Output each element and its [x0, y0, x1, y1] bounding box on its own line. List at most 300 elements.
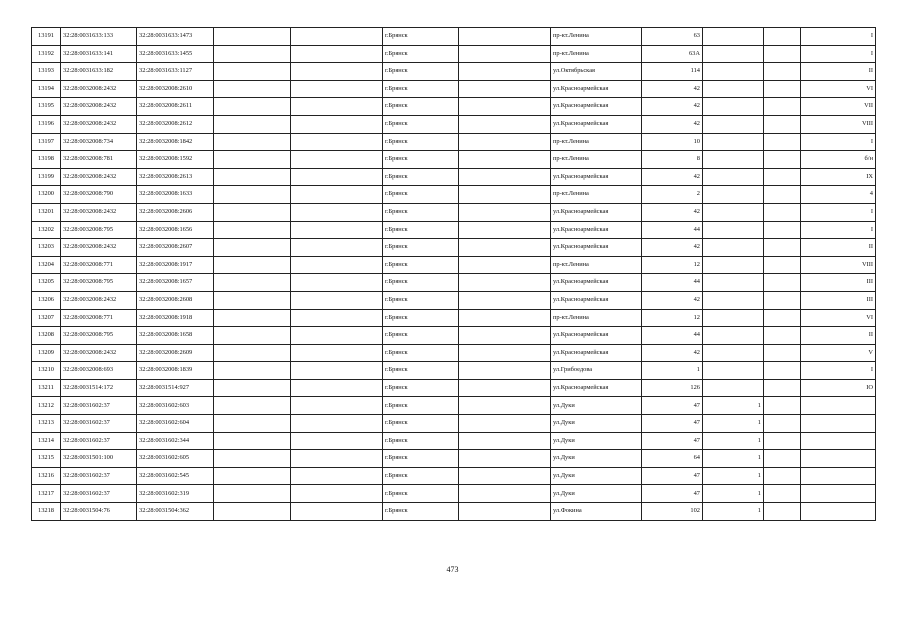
- street-cell: ул.Дуки: [551, 450, 642, 468]
- table-row: [32, 362, 876, 380]
- row-number: 13198: [32, 151, 61, 169]
- house-number-cell: 47: [642, 415, 703, 433]
- object-cadastral-number: 32:28:0031602:319: [137, 485, 214, 503]
- house-number-cell: 12: [642, 256, 703, 274]
- house-number-cell: 126: [642, 379, 703, 397]
- city-cell: г.Брянск: [383, 327, 459, 345]
- street-cell: ул.Дуки: [551, 415, 642, 433]
- empty-cell: [214, 98, 291, 116]
- flag-cell: [703, 186, 764, 204]
- object-cadastral-number: 32:28:0031633:1127: [137, 63, 214, 81]
- table-row: [32, 239, 876, 257]
- empty-cell: [291, 80, 383, 98]
- premises-number-cell: [801, 485, 876, 503]
- empty-cell: [214, 256, 291, 274]
- object-cadastral-number: 32:28:0032008:1633: [137, 186, 214, 204]
- flag-cell: [703, 221, 764, 239]
- city-cell: г.Брянск: [383, 397, 459, 415]
- table-row: [32, 291, 876, 309]
- table-row: [32, 503, 876, 521]
- flag-cell: [703, 168, 764, 186]
- row-number: 13211: [32, 379, 61, 397]
- empty-cell: [459, 203, 551, 221]
- empty-cell: [764, 186, 801, 204]
- house-number-cell: 42: [642, 344, 703, 362]
- empty-cell: [764, 450, 801, 468]
- empty-cell: [214, 203, 291, 221]
- street-cell: ул.Красноармейская: [551, 98, 642, 116]
- empty-cell: [764, 432, 801, 450]
- table-row: [32, 397, 876, 415]
- table-row: [32, 344, 876, 362]
- empty-cell: [291, 28, 383, 46]
- street-cell: ул.Фокина: [551, 503, 642, 521]
- premises-number-cell: [801, 450, 876, 468]
- empty-cell: [459, 151, 551, 169]
- empty-cell: [214, 344, 291, 362]
- empty-cell: [291, 221, 383, 239]
- table-row: [32, 274, 876, 292]
- empty-cell: [214, 63, 291, 81]
- empty-cell: [291, 274, 383, 292]
- house-number-cell: 63: [642, 28, 703, 46]
- street-cell: ул.Дуки: [551, 432, 642, 450]
- table-row: [32, 133, 876, 151]
- row-number: 13217: [32, 485, 61, 503]
- flag-cell: [703, 28, 764, 46]
- street-cell: пр-кт.Ленина: [551, 28, 642, 46]
- empty-cell: [214, 432, 291, 450]
- parcel-cadastral-number: 32:28:0032008:771: [61, 256, 137, 274]
- street-cell: ул.Красноармейская: [551, 379, 642, 397]
- object-cadastral-number: 32:28:0032008:1918: [137, 309, 214, 327]
- object-cadastral-number: 32:28:0031602:344: [137, 432, 214, 450]
- parcel-cadastral-number: 32:28:0032008:2432: [61, 203, 137, 221]
- premises-number-cell: I: [801, 221, 876, 239]
- flag-cell: 1: [703, 467, 764, 485]
- parcel-cadastral-number: 32:28:0032008:2432: [61, 344, 137, 362]
- empty-cell: [291, 415, 383, 433]
- flag-cell: 1: [703, 450, 764, 468]
- city-cell: г.Брянск: [383, 379, 459, 397]
- row-number: 13206: [32, 291, 61, 309]
- parcel-cadastral-number: 32:28:0032008:734: [61, 133, 137, 151]
- empty-cell: [214, 133, 291, 151]
- object-cadastral-number: 32:28:0031602:605: [137, 450, 214, 468]
- table-row: [32, 63, 876, 81]
- flag-cell: [703, 63, 764, 81]
- street-cell: пр-кт.Ленина: [551, 45, 642, 63]
- empty-cell: [214, 80, 291, 98]
- object-cadastral-number: 32:28:0032008:1658: [137, 327, 214, 345]
- city-cell: г.Брянск: [383, 168, 459, 186]
- empty-cell: [764, 239, 801, 257]
- empty-cell: [764, 274, 801, 292]
- street-cell: пр-кт.Ленина: [551, 309, 642, 327]
- page-number: 473: [446, 565, 459, 574]
- empty-cell: [459, 467, 551, 485]
- house-number-cell: 64: [642, 450, 703, 468]
- row-number: 13205: [32, 274, 61, 292]
- street-cell: пр-кт.Ленина: [551, 133, 642, 151]
- premises-number-cell: [801, 432, 876, 450]
- empty-cell: [214, 45, 291, 63]
- flag-cell: [703, 256, 764, 274]
- table-row: [32, 256, 876, 274]
- row-number: 13212: [32, 397, 61, 415]
- flag-cell: [703, 344, 764, 362]
- parcel-cadastral-number: 32:28:0032008:2432: [61, 115, 137, 133]
- empty-cell: [764, 397, 801, 415]
- empty-cell: [291, 485, 383, 503]
- flag-cell: [703, 379, 764, 397]
- city-cell: г.Брянск: [383, 450, 459, 468]
- house-number-cell: 42: [642, 203, 703, 221]
- object-cadastral-number: 32:28:0032008:2608: [137, 291, 214, 309]
- empty-cell: [291, 203, 383, 221]
- row-number: 13193: [32, 63, 61, 81]
- flag-cell: [703, 239, 764, 257]
- object-cadastral-number: 32:28:0032008:1839: [137, 362, 214, 380]
- empty-cell: [291, 133, 383, 151]
- empty-cell: [459, 186, 551, 204]
- city-cell: г.Брянск: [383, 362, 459, 380]
- empty-cell: [764, 133, 801, 151]
- row-number: 13196: [32, 115, 61, 133]
- empty-cell: [764, 362, 801, 380]
- table-row: [32, 450, 876, 468]
- parcel-cadastral-number: 32:28:0032008:795: [61, 221, 137, 239]
- city-cell: г.Брянск: [383, 432, 459, 450]
- empty-cell: [764, 221, 801, 239]
- premises-number-cell: III: [801, 274, 876, 292]
- object-cadastral-number: 32:28:0032008:1656: [137, 221, 214, 239]
- house-number-cell: 47: [642, 467, 703, 485]
- empty-cell: [459, 221, 551, 239]
- street-cell: ул.Октябрьская: [551, 63, 642, 81]
- street-cell: ул.Красноармейская: [551, 239, 642, 257]
- city-cell: г.Брянск: [383, 151, 459, 169]
- empty-cell: [291, 362, 383, 380]
- flag-cell: 1: [703, 485, 764, 503]
- street-cell: ул.Красноармейская: [551, 291, 642, 309]
- row-number: 13200: [32, 186, 61, 204]
- empty-cell: [214, 239, 291, 257]
- empty-cell: [459, 133, 551, 151]
- house-number-cell: 114: [642, 63, 703, 81]
- city-cell: г.Брянск: [383, 256, 459, 274]
- empty-cell: [459, 432, 551, 450]
- object-cadastral-number: 32:28:0031633:1473: [137, 28, 214, 46]
- table-row: [32, 186, 876, 204]
- city-cell: г.Брянск: [383, 503, 459, 521]
- empty-cell: [764, 28, 801, 46]
- street-cell: ул.Дуки: [551, 397, 642, 415]
- empty-cell: [764, 309, 801, 327]
- empty-cell: [764, 415, 801, 433]
- object-cadastral-number: 32:28:0032008:2612: [137, 115, 214, 133]
- house-number-cell: 47: [642, 432, 703, 450]
- empty-cell: [459, 239, 551, 257]
- street-cell: пр-кт.Ленина: [551, 186, 642, 204]
- empty-cell: [214, 467, 291, 485]
- object-cadastral-number: 32:28:0031602:545: [137, 467, 214, 485]
- object-cadastral-number: 32:28:0031633:1455: [137, 45, 214, 63]
- row-number: 13197: [32, 133, 61, 151]
- flag-cell: 1: [703, 503, 764, 521]
- street-cell: ул.Красноармейская: [551, 80, 642, 98]
- parcel-cadastral-number: 32:28:0032008:771: [61, 309, 137, 327]
- premises-number-cell: I: [801, 203, 876, 221]
- empty-cell: [214, 415, 291, 433]
- table-row: [32, 80, 876, 98]
- premises-number-cell: IO: [801, 379, 876, 397]
- parcel-cadastral-number: 32:28:0031602:37: [61, 467, 137, 485]
- premises-number-cell: I: [801, 133, 876, 151]
- parcel-cadastral-number: 32:28:0032008:2432: [61, 80, 137, 98]
- object-cadastral-number: 32:28:0032008:2609: [137, 344, 214, 362]
- premises-number-cell: VIII: [801, 115, 876, 133]
- flag-cell: [703, 80, 764, 98]
- empty-cell: [764, 256, 801, 274]
- city-cell: г.Брянск: [383, 203, 459, 221]
- table-row: [32, 467, 876, 485]
- premises-number-cell: [801, 397, 876, 415]
- object-cadastral-number: 32:28:0032008:1657: [137, 274, 214, 292]
- table-row: [32, 45, 876, 63]
- table-body: [32, 28, 876, 521]
- table-row: [32, 115, 876, 133]
- row-number: 13209: [32, 344, 61, 362]
- flag-cell: [703, 151, 764, 169]
- house-number-cell: 44: [642, 221, 703, 239]
- city-cell: г.Брянск: [383, 344, 459, 362]
- empty-cell: [459, 503, 551, 521]
- house-number-cell: 47: [642, 397, 703, 415]
- empty-cell: [764, 80, 801, 98]
- street-cell: ул.Грибоедова: [551, 362, 642, 380]
- empty-cell: [764, 344, 801, 362]
- flag-cell: 1: [703, 415, 764, 433]
- empty-cell: [764, 291, 801, 309]
- empty-cell: [214, 503, 291, 521]
- premises-number-cell: III: [801, 291, 876, 309]
- city-cell: г.Брянск: [383, 309, 459, 327]
- empty-cell: [214, 115, 291, 133]
- city-cell: г.Брянск: [383, 291, 459, 309]
- flag-cell: [703, 203, 764, 221]
- empty-cell: [214, 379, 291, 397]
- parcel-cadastral-number: 32:28:0031501:100: [61, 450, 137, 468]
- empty-cell: [764, 327, 801, 345]
- city-cell: г.Брянск: [383, 239, 459, 257]
- house-number-cell: 42: [642, 291, 703, 309]
- empty-cell: [291, 256, 383, 274]
- premises-number-cell: II: [801, 239, 876, 257]
- flag-cell: 1: [703, 397, 764, 415]
- empty-cell: [764, 63, 801, 81]
- row-number: 13203: [32, 239, 61, 257]
- object-cadastral-number: 32:28:0031602:604: [137, 415, 214, 433]
- object-cadastral-number: 32:28:0031504:362: [137, 503, 214, 521]
- premises-number-cell: 4: [801, 186, 876, 204]
- table-row: [32, 309, 876, 327]
- parcel-cadastral-number: 32:28:0031602:37: [61, 485, 137, 503]
- row-number: 13214: [32, 432, 61, 450]
- city-cell: г.Брянск: [383, 98, 459, 116]
- street-cell: ул.Красноармейская: [551, 203, 642, 221]
- house-number-cell: 8: [642, 151, 703, 169]
- row-number: 13218: [32, 503, 61, 521]
- parcel-cadastral-number: 32:28:0031633:182: [61, 63, 137, 81]
- city-cell: г.Брянск: [383, 115, 459, 133]
- flag-cell: 1: [703, 432, 764, 450]
- parcel-cadastral-number: 32:28:0031504:76: [61, 503, 137, 521]
- flag-cell: [703, 362, 764, 380]
- empty-cell: [214, 362, 291, 380]
- empty-cell: [459, 415, 551, 433]
- street-cell: ул.Красноармейская: [551, 115, 642, 133]
- premises-number-cell: [801, 503, 876, 521]
- empty-cell: [459, 309, 551, 327]
- empty-cell: [459, 397, 551, 415]
- object-cadastral-number: 32:28:0032008:1592: [137, 151, 214, 169]
- object-cadastral-number: 32:28:0031514:927: [137, 379, 214, 397]
- city-cell: г.Брянск: [383, 485, 459, 503]
- registry-table: [31, 27, 876, 521]
- flag-cell: [703, 115, 764, 133]
- flag-cell: [703, 309, 764, 327]
- flag-cell: [703, 45, 764, 63]
- parcel-cadastral-number: 32:28:0031633:133: [61, 28, 137, 46]
- house-number-cell: 47: [642, 485, 703, 503]
- house-number-cell: 42: [642, 98, 703, 116]
- empty-cell: [291, 467, 383, 485]
- table-row: [32, 151, 876, 169]
- empty-cell: [291, 115, 383, 133]
- street-cell: ул.Дуки: [551, 467, 642, 485]
- empty-cell: [764, 503, 801, 521]
- city-cell: г.Брянск: [383, 80, 459, 98]
- empty-cell: [291, 344, 383, 362]
- street-cell: ул.Красноармейская: [551, 168, 642, 186]
- empty-cell: [459, 274, 551, 292]
- empty-cell: [764, 115, 801, 133]
- street-cell: пр-кт.Ленина: [551, 256, 642, 274]
- empty-cell: [214, 309, 291, 327]
- parcel-cadastral-number: 32:28:0031602:37: [61, 415, 137, 433]
- empty-cell: [459, 450, 551, 468]
- row-number: 13202: [32, 221, 61, 239]
- house-number-cell: 2: [642, 186, 703, 204]
- premises-number-cell: VI: [801, 309, 876, 327]
- empty-cell: [291, 309, 383, 327]
- premises-number-cell: I: [801, 45, 876, 63]
- city-cell: г.Брянск: [383, 221, 459, 239]
- object-cadastral-number: 32:28:0032008:2610: [137, 80, 214, 98]
- empty-cell: [764, 379, 801, 397]
- row-number: 13216: [32, 467, 61, 485]
- row-number: 13192: [32, 45, 61, 63]
- row-number: 13195: [32, 98, 61, 116]
- premises-number-cell: II: [801, 63, 876, 81]
- parcel-cadastral-number: 32:28:0032008:2432: [61, 239, 137, 257]
- parcel-cadastral-number: 32:28:0032008:795: [61, 327, 137, 345]
- table-row: [32, 221, 876, 239]
- empty-cell: [291, 98, 383, 116]
- empty-cell: [459, 256, 551, 274]
- empty-cell: [459, 28, 551, 46]
- empty-cell: [291, 239, 383, 257]
- object-cadastral-number: 32:28:0032008:1842: [137, 133, 214, 151]
- city-cell: г.Брянск: [383, 467, 459, 485]
- house-number-cell: 63А: [642, 45, 703, 63]
- parcel-cadastral-number: 32:28:0032008:795: [61, 274, 137, 292]
- empty-cell: [214, 327, 291, 345]
- object-cadastral-number: 32:28:0032008:2613: [137, 168, 214, 186]
- empty-cell: [459, 327, 551, 345]
- city-cell: г.Брянск: [383, 415, 459, 433]
- empty-cell: [764, 168, 801, 186]
- street-cell: ул.Красноармейская: [551, 344, 642, 362]
- empty-cell: [291, 186, 383, 204]
- empty-cell: [291, 63, 383, 81]
- city-cell: г.Брянск: [383, 63, 459, 81]
- street-cell: ул.Красноармейская: [551, 221, 642, 239]
- premises-number-cell: VII: [801, 98, 876, 116]
- parcel-cadastral-number: 32:28:0032008:781: [61, 151, 137, 169]
- row-number: 13201: [32, 203, 61, 221]
- table-row: [32, 415, 876, 433]
- house-number-cell: 42: [642, 115, 703, 133]
- street-cell: ул.Красноармейская: [551, 274, 642, 292]
- premises-number-cell: VIII: [801, 256, 876, 274]
- empty-cell: [291, 327, 383, 345]
- parcel-cadastral-number: 32:28:0032008:693: [61, 362, 137, 380]
- row-number: 13194: [32, 80, 61, 98]
- premises-number-cell: I: [801, 362, 876, 380]
- table-row: [32, 485, 876, 503]
- empty-cell: [764, 203, 801, 221]
- flag-cell: [703, 133, 764, 151]
- premises-number-cell: [801, 415, 876, 433]
- premises-number-cell: IX: [801, 168, 876, 186]
- object-cadastral-number: 32:28:0032008:2607: [137, 239, 214, 257]
- empty-cell: [459, 168, 551, 186]
- empty-cell: [459, 45, 551, 63]
- row-number: 13191: [32, 28, 61, 46]
- empty-cell: [291, 45, 383, 63]
- object-cadastral-number: 32:28:0032008:2611: [137, 98, 214, 116]
- object-cadastral-number: 32:28:0032008:1917: [137, 256, 214, 274]
- row-number: 13208: [32, 327, 61, 345]
- empty-cell: [764, 467, 801, 485]
- empty-cell: [459, 80, 551, 98]
- empty-cell: [459, 362, 551, 380]
- row-number: 13199: [32, 168, 61, 186]
- empty-cell: [291, 291, 383, 309]
- empty-cell: [764, 485, 801, 503]
- table-row: [32, 98, 876, 116]
- object-cadastral-number: 32:28:0032008:2606: [137, 203, 214, 221]
- house-number-cell: 42: [642, 80, 703, 98]
- table-row: [32, 168, 876, 186]
- empty-cell: [764, 45, 801, 63]
- empty-cell: [291, 450, 383, 468]
- empty-cell: [291, 503, 383, 521]
- empty-cell: [291, 151, 383, 169]
- row-number: 13204: [32, 256, 61, 274]
